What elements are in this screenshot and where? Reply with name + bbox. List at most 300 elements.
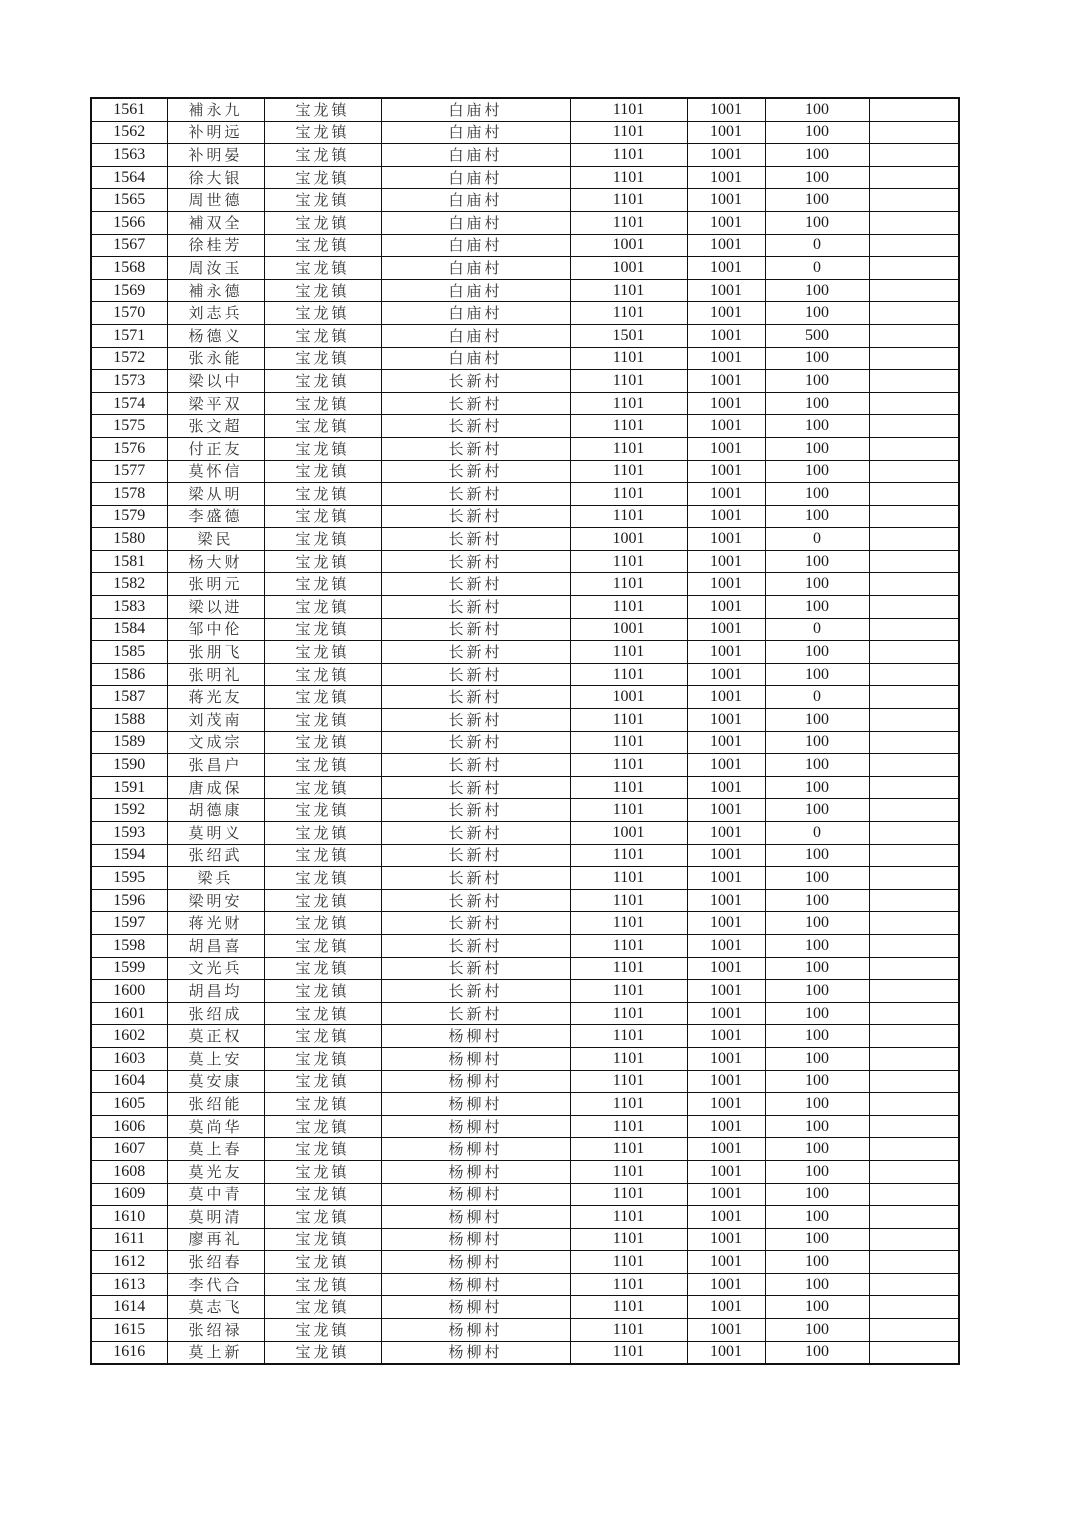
code-a-cell: 1101 [570,415,687,438]
village-cell: 长新村 [381,844,570,867]
code-b-cell: 1001 [687,1115,765,1138]
village-cell: 长新村 [381,483,570,506]
village-cell: 长新村 [381,596,570,619]
note-cell [869,437,959,460]
code-a-cell: 1101 [570,550,687,573]
table-row [91,573,959,596]
table-row [91,121,959,144]
amount-cell: 100 [765,437,869,460]
code-b-cell: 1001 [687,686,765,709]
code-b-cell: 1001 [687,1228,765,1251]
code-a-cell: 1501 [570,324,687,347]
table-row [91,415,959,438]
row-number-cell: 1588 [91,709,167,732]
note-cell [869,1228,959,1251]
town-cell: 宝龙镇 [264,663,381,686]
amount-cell: 100 [765,1025,869,1048]
table-row [91,1070,959,1093]
amount-cell: 100 [765,912,869,935]
village-cell: 杨柳村 [381,1273,570,1296]
name-cell: 张明元 [167,573,264,596]
town-cell: 宝龙镇 [264,889,381,912]
code-b-cell: 1001 [687,618,765,641]
note-cell [869,618,959,641]
code-a-cell: 1101 [570,1002,687,1025]
code-a-cell: 1101 [570,1115,687,1138]
note-cell [869,596,959,619]
code-b-cell: 1001 [687,980,765,1003]
code-b-cell: 1001 [687,641,765,664]
row-number-cell: 1576 [91,437,167,460]
row-number-cell: 1607 [91,1138,167,1161]
village-cell: 白庙村 [381,189,570,212]
table-row [91,1138,959,1161]
row-number-cell: 1582 [91,573,167,596]
note-cell [869,799,959,822]
name-cell: 张绍禄 [167,1319,264,1342]
village-cell: 长新村 [381,822,570,845]
amount-cell: 100 [765,844,869,867]
code-a-cell: 1101 [570,460,687,483]
name-cell: 张永能 [167,347,264,370]
table-row [91,528,959,551]
note-cell [869,776,959,799]
amount-cell: 100 [765,505,869,528]
name-cell: 梁从明 [167,483,264,506]
row-number-cell: 1581 [91,550,167,573]
row-number-cell: 1587 [91,686,167,709]
village-cell: 白庙村 [381,302,570,325]
table-row [91,98,959,121]
note-cell [869,1002,959,1025]
village-cell: 长新村 [381,618,570,641]
amount-cell: 100 [765,1115,869,1138]
name-cell: 莫明清 [167,1206,264,1229]
code-a-cell: 1101 [570,1047,687,1070]
amount-cell: 100 [765,415,869,438]
amount-cell: 100 [765,121,869,144]
table-row [91,867,959,890]
row-number-cell: 1612 [91,1251,167,1274]
code-a-cell: 1101 [570,844,687,867]
town-cell: 宝龙镇 [264,483,381,506]
code-b-cell: 1001 [687,1070,765,1093]
code-b-cell: 1001 [687,144,765,167]
note-cell [869,505,959,528]
note-cell [869,1115,959,1138]
village-cell: 白庙村 [381,324,570,347]
table-row [91,1093,959,1116]
village-cell: 长新村 [381,550,570,573]
code-a-cell: 1101 [570,934,687,957]
code-b-cell: 1001 [687,1319,765,1342]
row-number-cell: 1598 [91,934,167,957]
note-cell [869,144,959,167]
name-cell: 徐桂芳 [167,234,264,257]
note-cell [869,1273,959,1296]
code-b-cell: 1001 [687,573,765,596]
code-a-cell: 1101 [570,302,687,325]
name-cell: 周世德 [167,189,264,212]
code-b-cell: 1001 [687,1002,765,1025]
note-cell [869,1138,959,1161]
name-cell: 莫正权 [167,1025,264,1048]
note-cell [869,415,959,438]
code-b-cell: 1001 [687,415,765,438]
code-b-cell: 1001 [687,1093,765,1116]
village-cell: 杨柳村 [381,1296,570,1319]
table-row [91,392,959,415]
amount-cell: 100 [765,663,869,686]
table-row [91,731,959,754]
table-row [91,550,959,573]
amount-cell: 100 [765,1251,869,1274]
code-b-cell: 1001 [687,957,765,980]
code-b-cell: 1001 [687,505,765,528]
code-b-cell: 1001 [687,709,765,732]
name-cell: 梁兵 [167,867,264,890]
table-row [91,709,959,732]
table-row [91,1206,959,1229]
village-cell: 白庙村 [381,211,570,234]
code-b-cell: 1001 [687,166,765,189]
row-number-cell: 1597 [91,912,167,935]
row-number-cell: 1591 [91,776,167,799]
name-cell: 莫光友 [167,1160,264,1183]
code-b-cell: 1001 [687,370,765,393]
table-row [91,844,959,867]
code-a-cell: 1001 [570,257,687,280]
name-cell: 付正友 [167,437,264,460]
village-cell: 长新村 [381,663,570,686]
note-cell [869,1025,959,1048]
name-cell: 莫明义 [167,822,264,845]
name-cell: 莫上春 [167,1138,264,1161]
table-row [91,1251,959,1274]
amount-cell: 100 [765,731,869,754]
town-cell: 宝龙镇 [264,1115,381,1138]
town-cell: 宝龙镇 [264,505,381,528]
town-cell: 宝龙镇 [264,347,381,370]
row-number-cell: 1596 [91,889,167,912]
town-cell: 宝龙镇 [264,166,381,189]
code-a-cell: 1001 [570,618,687,641]
row-number-cell: 1584 [91,618,167,641]
code-b-cell: 1001 [687,234,765,257]
name-cell: 李盛德 [167,505,264,528]
town-cell: 宝龙镇 [264,528,381,551]
code-a-cell: 1001 [570,528,687,551]
table-row [91,596,959,619]
code-a-cell: 1101 [570,189,687,212]
village-cell: 长新村 [381,776,570,799]
name-cell: 莫上安 [167,1047,264,1070]
town-cell: 宝龙镇 [264,279,381,302]
code-b-cell: 1001 [687,776,765,799]
table-row [91,822,959,845]
row-number-cell: 1566 [91,211,167,234]
town-cell: 宝龙镇 [264,1228,381,1251]
code-a-cell: 1101 [570,957,687,980]
code-a-cell: 1101 [570,505,687,528]
note-cell [869,573,959,596]
amount-cell: 100 [765,889,869,912]
row-number-cell: 1586 [91,663,167,686]
note-cell [869,392,959,415]
village-cell: 杨柳村 [381,1341,570,1364]
town-cell: 宝龙镇 [264,573,381,596]
row-number-cell: 1580 [91,528,167,551]
amount-cell: 100 [765,550,869,573]
name-cell: 莫怀信 [167,460,264,483]
code-b-cell: 1001 [687,754,765,777]
code-b-cell: 1001 [687,1206,765,1229]
amount-cell: 100 [765,596,869,619]
name-cell: 補永九 [167,98,264,121]
code-a-cell: 1101 [570,437,687,460]
code-b-cell: 1001 [687,867,765,890]
town-cell: 宝龙镇 [264,709,381,732]
name-cell: 张昌户 [167,754,264,777]
amount-cell: 0 [765,234,869,257]
note-cell [869,822,959,845]
row-number-cell: 1602 [91,1025,167,1048]
code-a-cell: 1101 [570,279,687,302]
town-cell: 宝龙镇 [264,1341,381,1364]
amount-cell: 100 [765,1183,869,1206]
town-cell: 宝龙镇 [264,1296,381,1319]
note-cell [869,460,959,483]
name-cell: 杨大财 [167,550,264,573]
row-number-cell: 1583 [91,596,167,619]
row-number-cell: 1594 [91,844,167,867]
village-cell: 长新村 [381,934,570,957]
village-cell: 长新村 [381,437,570,460]
code-b-cell: 1001 [687,1341,765,1364]
village-cell: 长新村 [381,573,570,596]
village-cell: 杨柳村 [381,1115,570,1138]
amount-cell: 100 [765,460,869,483]
code-a-cell: 1101 [570,144,687,167]
row-number-cell: 1603 [91,1047,167,1070]
row-number-cell: 1600 [91,980,167,1003]
name-cell: 莫安康 [167,1070,264,1093]
town-cell: 宝龙镇 [264,822,381,845]
code-a-cell: 1001 [570,686,687,709]
code-b-cell: 1001 [687,211,765,234]
code-b-cell: 1001 [687,799,765,822]
code-b-cell: 1001 [687,392,765,415]
amount-cell: 100 [765,1228,869,1251]
amount-cell: 100 [765,934,869,957]
name-cell: 蒋光友 [167,686,264,709]
amount-cell: 100 [765,189,869,212]
row-number-cell: 1608 [91,1160,167,1183]
village-cell: 杨柳村 [381,1047,570,1070]
town-cell: 宝龙镇 [264,415,381,438]
table-row [91,279,959,302]
note-cell [869,663,959,686]
town-cell: 宝龙镇 [264,550,381,573]
note-cell [869,957,959,980]
town-cell: 宝龙镇 [264,1047,381,1070]
code-b-cell: 1001 [687,1183,765,1206]
table-row [91,347,959,370]
code-a-cell: 1101 [570,889,687,912]
code-a-cell: 1001 [570,234,687,257]
village-cell: 杨柳村 [381,1093,570,1116]
code-a-cell: 1101 [570,573,687,596]
amount-cell: 100 [765,1093,869,1116]
town-cell: 宝龙镇 [264,799,381,822]
code-a-cell: 1101 [570,1183,687,1206]
row-number-cell: 1615 [91,1319,167,1342]
village-cell: 杨柳村 [381,1160,570,1183]
data-table [90,97,960,1365]
note-cell [869,279,959,302]
name-cell: 梁以进 [167,596,264,619]
row-number-cell: 1568 [91,257,167,280]
table-row [91,1228,959,1251]
note-cell [869,686,959,709]
town-cell: 宝龙镇 [264,1251,381,1274]
table-row [91,618,959,641]
table-row [91,460,959,483]
town-cell: 宝龙镇 [264,844,381,867]
table-row [91,211,959,234]
row-number-cell: 1614 [91,1296,167,1319]
town-cell: 宝龙镇 [264,957,381,980]
row-number-cell: 1609 [91,1183,167,1206]
town-cell: 宝龙镇 [264,731,381,754]
town-cell: 宝龙镇 [264,641,381,664]
village-cell: 长新村 [381,505,570,528]
row-number-cell: 1601 [91,1002,167,1025]
amount-cell: 100 [765,144,869,167]
code-a-cell: 1101 [570,980,687,1003]
note-cell [869,189,959,212]
name-cell: 张绍武 [167,844,264,867]
note-cell [869,1093,959,1116]
code-a-cell: 1101 [570,1160,687,1183]
village-cell: 杨柳村 [381,1319,570,1342]
name-cell: 莫尚华 [167,1115,264,1138]
row-number-cell: 1571 [91,324,167,347]
code-a-cell: 1101 [570,754,687,777]
town-cell: 宝龙镇 [264,1002,381,1025]
code-b-cell: 1001 [687,279,765,302]
table-row [91,483,959,506]
code-b-cell: 1001 [687,1138,765,1161]
table-row [91,166,959,189]
village-cell: 长新村 [381,392,570,415]
name-cell: 梁以中 [167,370,264,393]
row-number-cell: 1565 [91,189,167,212]
note-cell [869,211,959,234]
amount-cell: 100 [765,776,869,799]
amount-cell: 100 [765,279,869,302]
village-cell: 长新村 [381,867,570,890]
name-cell: 梁平双 [167,392,264,415]
town-cell: 宝龙镇 [264,980,381,1003]
code-b-cell: 1001 [687,596,765,619]
name-cell: 莫中青 [167,1183,264,1206]
town-cell: 宝龙镇 [264,437,381,460]
code-a-cell: 1001 [570,822,687,845]
note-cell [869,1160,959,1183]
row-number-cell: 1599 [91,957,167,980]
code-b-cell: 1001 [687,912,765,935]
table-row [91,324,959,347]
row-number-cell: 1572 [91,347,167,370]
town-cell: 宝龙镇 [264,234,381,257]
village-cell: 长新村 [381,889,570,912]
village-cell: 白庙村 [381,347,570,370]
row-number-cell: 1585 [91,641,167,664]
note-cell [869,1341,959,1364]
amount-cell: 100 [765,211,869,234]
code-a-cell: 1101 [570,1025,687,1048]
table-body [91,98,959,1364]
code-b-cell: 1001 [687,121,765,144]
name-cell: 莫上新 [167,1341,264,1364]
code-a-cell: 1101 [570,1228,687,1251]
town-cell: 宝龙镇 [264,189,381,212]
note-cell [869,641,959,664]
village-cell: 杨柳村 [381,1228,570,1251]
amount-cell: 100 [765,1341,869,1364]
table-row [91,1183,959,1206]
town-cell: 宝龙镇 [264,302,381,325]
table-row [91,437,959,460]
code-a-cell: 1101 [570,912,687,935]
code-b-cell: 1001 [687,663,765,686]
name-cell: 邹中伦 [167,618,264,641]
note-cell [869,324,959,347]
code-a-cell: 1101 [570,211,687,234]
code-a-cell: 1101 [570,1251,687,1274]
name-cell: 补明远 [167,121,264,144]
note-cell [869,1047,959,1070]
name-cell: 李代合 [167,1273,264,1296]
amount-cell: 100 [765,98,869,121]
village-cell: 长新村 [381,799,570,822]
row-number-cell: 1574 [91,392,167,415]
note-cell [869,934,959,957]
town-cell: 宝龙镇 [264,686,381,709]
code-b-cell: 1001 [687,483,765,506]
amount-cell: 100 [765,1070,869,1093]
table-row [91,370,959,393]
code-b-cell: 1001 [687,1273,765,1296]
town-cell: 宝龙镇 [264,1160,381,1183]
amount-cell: 100 [765,1319,869,1342]
town-cell: 宝龙镇 [264,1319,381,1342]
village-cell: 长新村 [381,709,570,732]
table-row [91,1115,959,1138]
table-row [91,799,959,822]
row-number-cell: 1604 [91,1070,167,1093]
town-cell: 宝龙镇 [264,257,381,280]
village-cell: 长新村 [381,754,570,777]
row-number-cell: 1569 [91,279,167,302]
amount-cell: 0 [765,528,869,551]
amount-cell: 100 [765,1047,869,1070]
note-cell [869,166,959,189]
amount-cell: 100 [765,166,869,189]
row-number-cell: 1579 [91,505,167,528]
amount-cell: 100 [765,957,869,980]
